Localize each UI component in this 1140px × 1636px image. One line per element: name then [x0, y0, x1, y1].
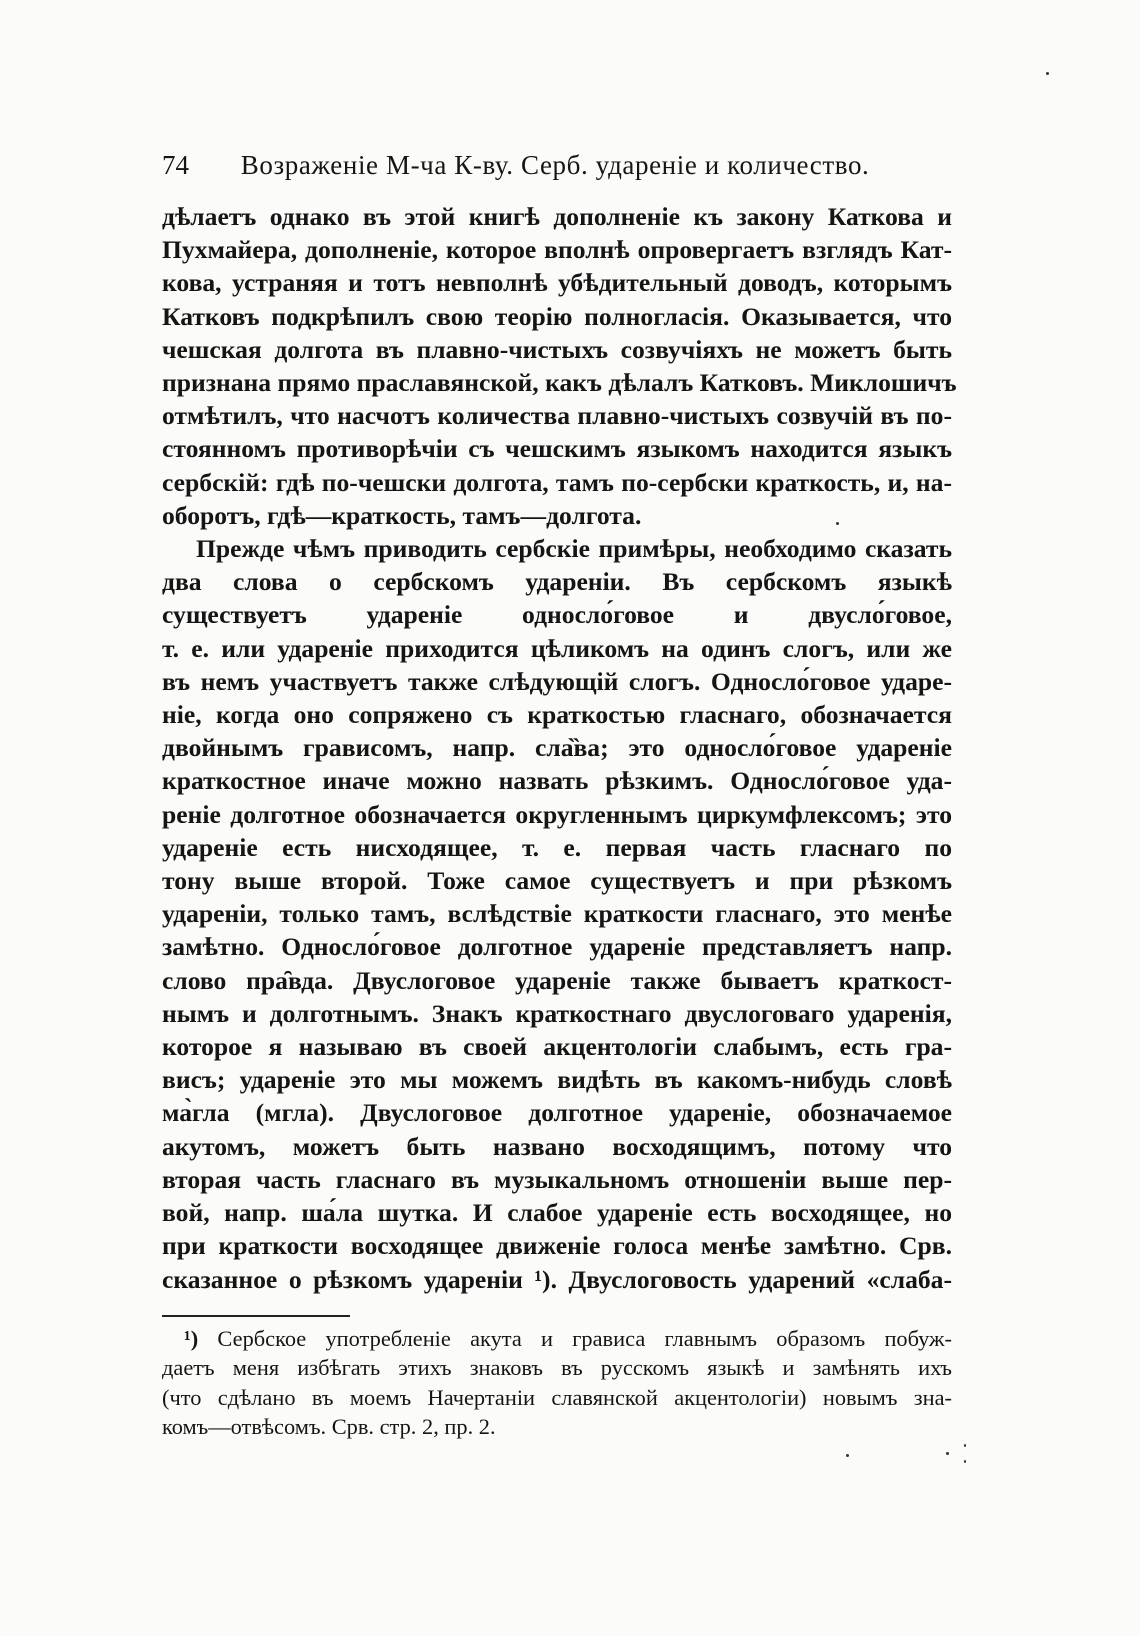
body-line: т. е. или удареніе приходится цѣликомъ на одинъ слогъ, или же — [162, 633, 952, 663]
footnote-line — [162, 1324, 952, 1353]
page-header — [162, 148, 910, 182]
body-line: Прежде чѣмъ приводить сербскіе примѣры, необходимо сказать — [196, 534, 952, 564]
body-line: сказанное о рѣзкомъ удареніи ¹). Двуслоговость ударений «слаба- — [162, 1264, 952, 1294]
body-line: ніе, когда оно сопряжено съ краткостью гласнаго, обозначается — [162, 700, 952, 730]
body-line: реніе долготное обозначается округленнымъ циркумфлексомъ; это — [162, 799, 952, 829]
body-line: вторая часть гласнаго въ музыкальномъ отношеніи выше пер- — [162, 1164, 952, 1194]
footnote-line: (что сдѣлано въ моемъ Начертаніи славянской акцентологіи) новымъ зна- — [162, 1384, 952, 1410]
footnote-divider — [162, 1315, 350, 1317]
scan-speck — [964, 1444, 966, 1447]
body-line: оборотъ, гдѣ—краткость, тамъ—долгота. — [162, 500, 642, 530]
main-text — [162, 200, 957, 1296]
scan-speck — [946, 1452, 949, 1455]
running-title: Возраженіе М-ча К-ву. Серб. удареніе и количество. — [240, 150, 870, 180]
body-line: въ немъ участвуетъ также слѣдующій слогъ. Односло́говое ударе- — [162, 666, 952, 696]
body-line: кова, устраняя и тотъ невполнѣ убѣдительный доводъ, которымъ — [162, 268, 952, 298]
body-line: дѣлаетъ однако въ этой книгѣ дополненіе къ закону Каткова и — [162, 202, 952, 231]
footnote-line: комъ—отвѣсомъ. Срв. стр. 2, пр. 2. — [162, 1414, 496, 1440]
body-line: Катковъ подкрѣпилъ свою теорію полногласія. Оказывается, что — [162, 301, 952, 331]
page-number: 74 — [162, 150, 189, 180]
body-line: ма̀гла (мгла). Двуслоговое долготное удареніе, обозначаемое — [162, 1098, 952, 1128]
body-line: существуетъ удареніе односло́говое и двусло́говое, — [162, 600, 952, 630]
footnote — [162, 1324, 952, 1442]
body-line: слово пра̑вда. Двуслоговое удареніе также бываетъ краткост- — [162, 965, 952, 995]
body-line: которое я называю въ своей акцентологіи слабымъ, есть гра- — [162, 1032, 952, 1062]
scan-speck — [1046, 72, 1049, 75]
body-line: при краткости восходящее движеніе голоса менѣе замѣтно. Срв. — [162, 1231, 952, 1261]
scan-speck — [964, 1460, 966, 1463]
body-line: признана прямо праславянской, какъ дѣлалъ Катковъ. Миклошичъ — [162, 368, 957, 398]
body-line: два слова о сербскомъ удареніи. Въ сербскомъ языкѣ — [162, 567, 952, 597]
footnote-line-text: Сербское употребленіе акута и грависа главнымъ образомъ побуж- — [217, 1326, 952, 1351]
scan-speck — [836, 522, 839, 525]
body-line: удареніи, только тамъ, вслѣдствіе краткости гласнаго, это менѣе — [162, 899, 952, 929]
body-line: висъ; удареніе это мы можемъ видѣть въ какомъ-нибудь словѣ — [162, 1065, 952, 1095]
body-line: замѣтно. Односло́говое долготное удареніе представляетъ напр. — [162, 932, 952, 962]
body-line: краткостное иначе можно назвать рѣзкимъ. Односло́говое уда- — [162, 766, 952, 796]
body-line: вой, напр. ша́ла шутка. И слабое удареніе есть восходящее, но — [162, 1198, 952, 1228]
body-line: удареніе есть нисходящее, т. е. первая часть гласнаго по — [162, 832, 952, 862]
body-line: тону выше второй. Тоже самое существуетъ и при рѣзкомъ — [162, 866, 952, 896]
footnote-marker: ¹) — [184, 1326, 199, 1351]
body-line: чешская долгота въ плавно-чистыхъ созвучіяхъ не можетъ быть — [162, 334, 952, 364]
body-line: сербскій: гдѣ по-чешски долгота, тамъ по-сербски краткость, и, на- — [162, 467, 952, 497]
body-line: двойнымъ грависомъ, напр. сла̏ва; это односло́говое удареніе — [162, 733, 952, 763]
body-line: нымъ и долготнымъ. Знакъ краткостнаго двуслоговаго ударенія, — [162, 998, 952, 1028]
scan-speck — [846, 1454, 849, 1457]
body-line: акутомъ, можетъ быть названо восходящимъ, потому что — [162, 1131, 952, 1161]
body-line: отмѣтилъ, что насчотъ количества плавно-чистыхъ созвучій въ по- — [162, 401, 952, 431]
body-line: стоянномъ противорѣчіи съ чешскимъ языкомъ находится языкъ — [162, 434, 952, 464]
body-line: Пухмайера, дополненіе, которое вполнѣ опровергаетъ взглядъ Кат- — [162, 235, 952, 265]
footnote-line: даетъ меня избѣгать этихъ знаковъ въ русскомъ языкѣ и замѣнять ихъ — [162, 1355, 952, 1381]
